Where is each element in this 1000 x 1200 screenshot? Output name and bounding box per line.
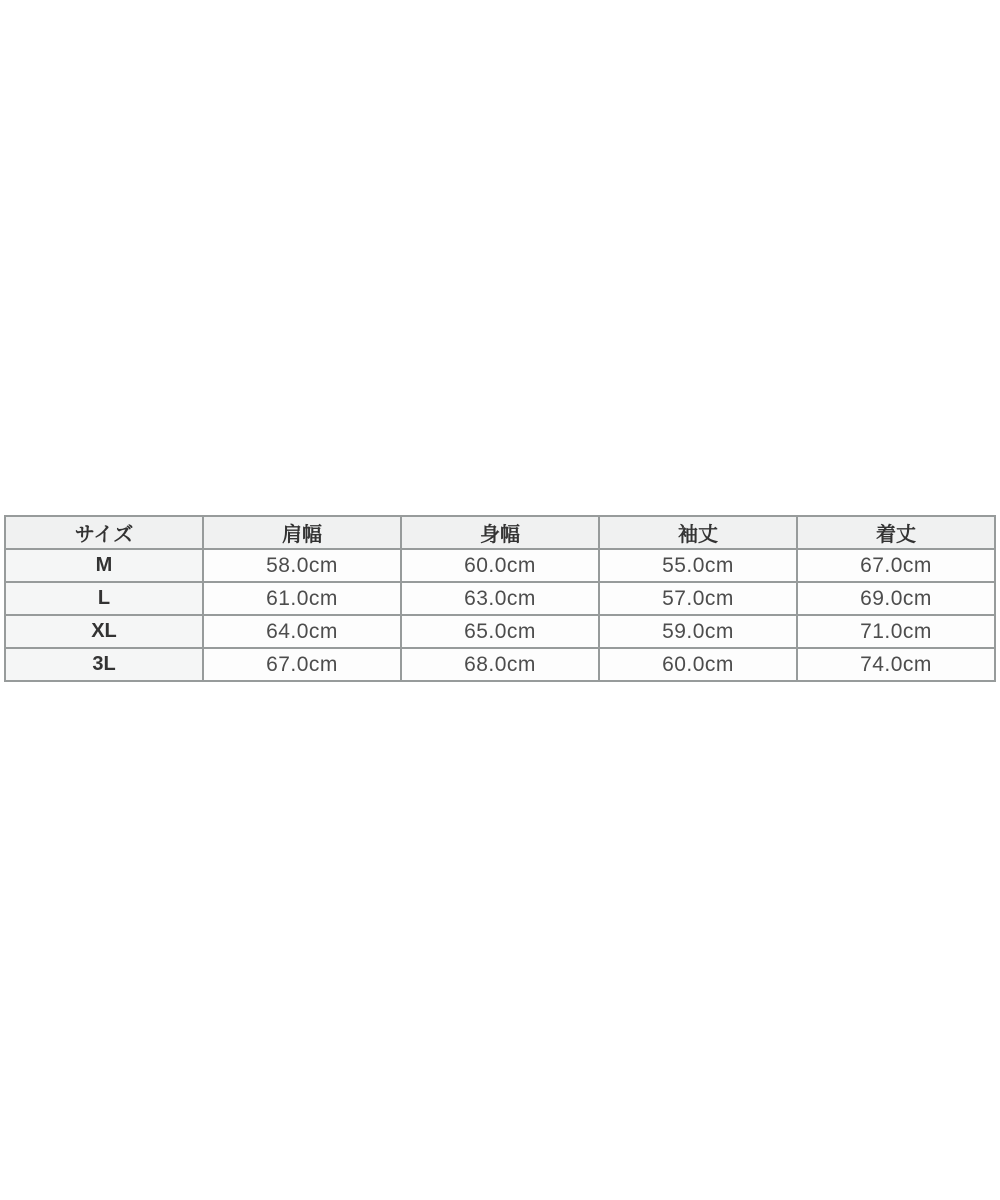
column-header-sleeve-length: 袖丈 (599, 516, 797, 549)
table-row-3l (5, 648, 995, 681)
cell-shoulder-width: 61.0cm (203, 582, 401, 615)
cell-garment-length: 69.0cm (797, 582, 995, 615)
size-chart-section (4, 515, 996, 682)
cell-sleeve-length: 59.0cm (599, 615, 797, 648)
table-row-m (5, 549, 995, 582)
table-row-l (5, 582, 995, 615)
cell-shoulder-width: 58.0cm (203, 549, 401, 582)
cell-body-width: 63.0cm (401, 582, 599, 615)
row-label-size: 3L (5, 648, 203, 681)
size-chart-header (5, 516, 995, 549)
cell-sleeve-length: 60.0cm (599, 648, 797, 681)
row-label-size: L (5, 582, 203, 615)
row-label-size: XL (5, 615, 203, 648)
cell-garment-length: 71.0cm (797, 615, 995, 648)
cell-garment-length: 67.0cm (797, 549, 995, 582)
cell-shoulder-width: 67.0cm (203, 648, 401, 681)
size-chart-table (4, 515, 996, 682)
cell-shoulder-width: 64.0cm (203, 615, 401, 648)
table-header-row (5, 516, 995, 549)
column-header-shoulder-width: 肩幅 (203, 516, 401, 549)
column-header-size: サイズ (5, 516, 203, 549)
row-label-size: M (5, 549, 203, 582)
cell-body-width: 68.0cm (401, 648, 599, 681)
cell-sleeve-length: 55.0cm (599, 549, 797, 582)
column-header-body-width: 身幅 (401, 516, 599, 549)
cell-sleeve-length: 57.0cm (599, 582, 797, 615)
size-chart-body (5, 549, 995, 681)
table-row-xl (5, 615, 995, 648)
cell-body-width: 65.0cm (401, 615, 599, 648)
column-header-garment-length: 着丈 (797, 516, 995, 549)
cell-body-width: 60.0cm (401, 549, 599, 582)
cell-garment-length: 74.0cm (797, 648, 995, 681)
